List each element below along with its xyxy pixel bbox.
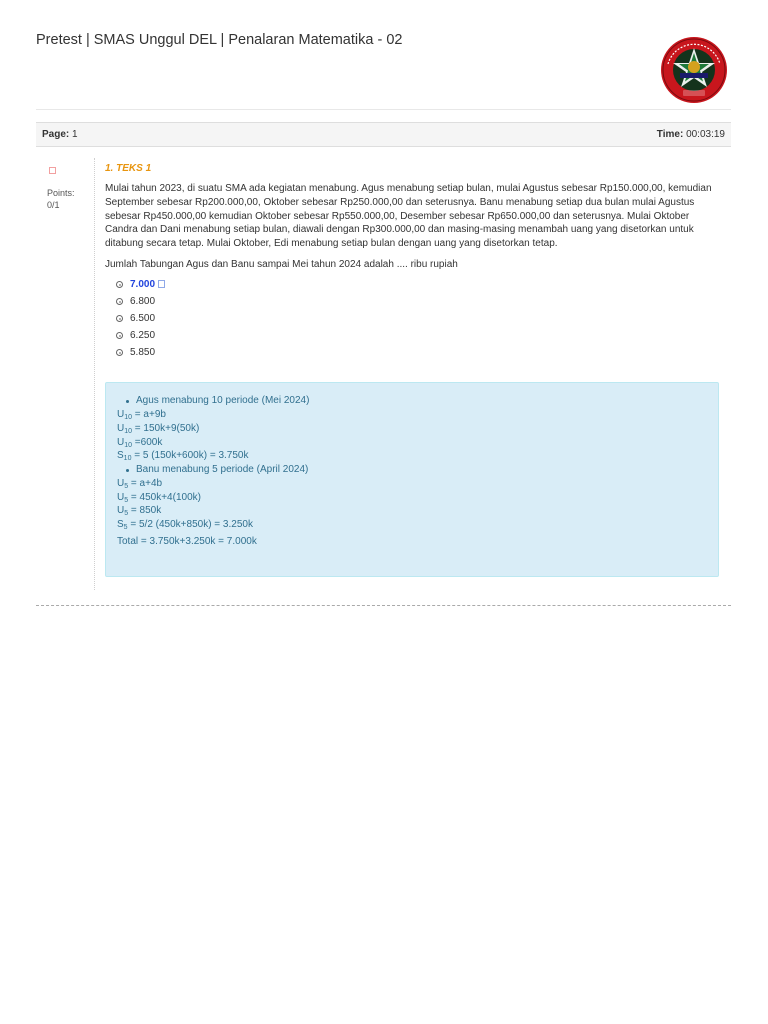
explanation-line: $S_{10} = 5$ (150k+600k) = 3.750k bbox=[117, 450, 249, 462]
option-label: 6.800 bbox=[130, 296, 156, 307]
page-title: Pretest | SMAS Unggul DEL | Penalaran Matematika - 02 bbox=[36, 32, 403, 48]
info-bar bbox=[36, 122, 731, 147]
points-label: Points: bbox=[47, 188, 75, 198]
time-indicator: Time: 00:03:19 bbox=[656, 129, 725, 140]
explanation-line: $U_5 = 850k$ bbox=[117, 505, 162, 517]
explanation-line: $U_{10} = 150k+9(50k)$ bbox=[117, 423, 200, 435]
radio-icon[interactable] bbox=[116, 332, 123, 339]
points-value: 0/1 bbox=[47, 200, 60, 210]
question-prompt: Jumlah Tabungan Agus dan Banu sampai Mei tahun 2024 adalah .... ribu rupiah bbox=[105, 259, 458, 270]
explanation-line: $S_5 = 5/2$ (450k+850k) = 3.250k bbox=[117, 519, 253, 531]
page-indicator: Page: 1 bbox=[42, 129, 78, 140]
explanation-total: Total = 3.750k+3.250k = 7.000k bbox=[117, 536, 257, 547]
radio-icon[interactable] bbox=[116, 315, 123, 322]
option-label: 7.000 bbox=[130, 279, 156, 290]
school-logo bbox=[658, 36, 730, 104]
radio-icon[interactable] bbox=[116, 298, 123, 305]
bottom-divider bbox=[36, 605, 731, 606]
question-sidebar bbox=[36, 158, 95, 590]
header-divider bbox=[36, 109, 731, 110]
radio-icon[interactable] bbox=[116, 281, 123, 288]
school-logo-image bbox=[658, 36, 730, 104]
flag-icon[interactable] bbox=[49, 167, 56, 174]
explanation-line: $U_5 = a+4b$ bbox=[117, 478, 163, 490]
explanation-line: $U_5 = 450k+4(100k)$ bbox=[117, 492, 201, 504]
check-icon bbox=[158, 280, 165, 288]
option-label: 5.850 bbox=[130, 347, 156, 358]
explanation-line: $U_{10} =600k$ bbox=[117, 437, 163, 449]
explanation-bullet: Banu menabung 5 periode (April 2024) bbox=[136, 464, 309, 475]
radio-icon[interactable] bbox=[116, 349, 123, 356]
question-text: Mulai tahun 2023, di suatu SMA ada kegiatan menabung. Agus menabung setiap bulan, mulai Agustus sebesar Rp150.000,00, kemudian September sebesar Rp200.000,00, Oktober sebesar Rp250.000,00 dan seterusnya. Banu menabung setiap dua bulan mulai Agustus sebesar Rp450.000,00 kemudian Oktober sebesar Rp550.000,00, Desember sebesar Rp650.000,00 dan seterusnya. Mulai Oktober Candra dan Dani menabung setiap bulan, diawali dengan Rp300.000,00 dan masing-masing menambah uang yang disetorkan untuk ditabung secara tetap. Mulai Oktober, Edi menabung setiap bulan dengan uang yang disetorkan tetap. bbox=[105, 183, 712, 250]
explanation-box bbox=[105, 382, 719, 577]
option-label: 6.500 bbox=[130, 313, 156, 324]
option-label: 6.250 bbox=[130, 330, 156, 341]
explanation-line: $U_{10} = a+9b$ bbox=[117, 409, 166, 421]
question-title: 1. TEKS 1 bbox=[105, 163, 152, 174]
explanation-bullet: Agus menabung 10 periode (Mei 2024) bbox=[136, 395, 310, 406]
